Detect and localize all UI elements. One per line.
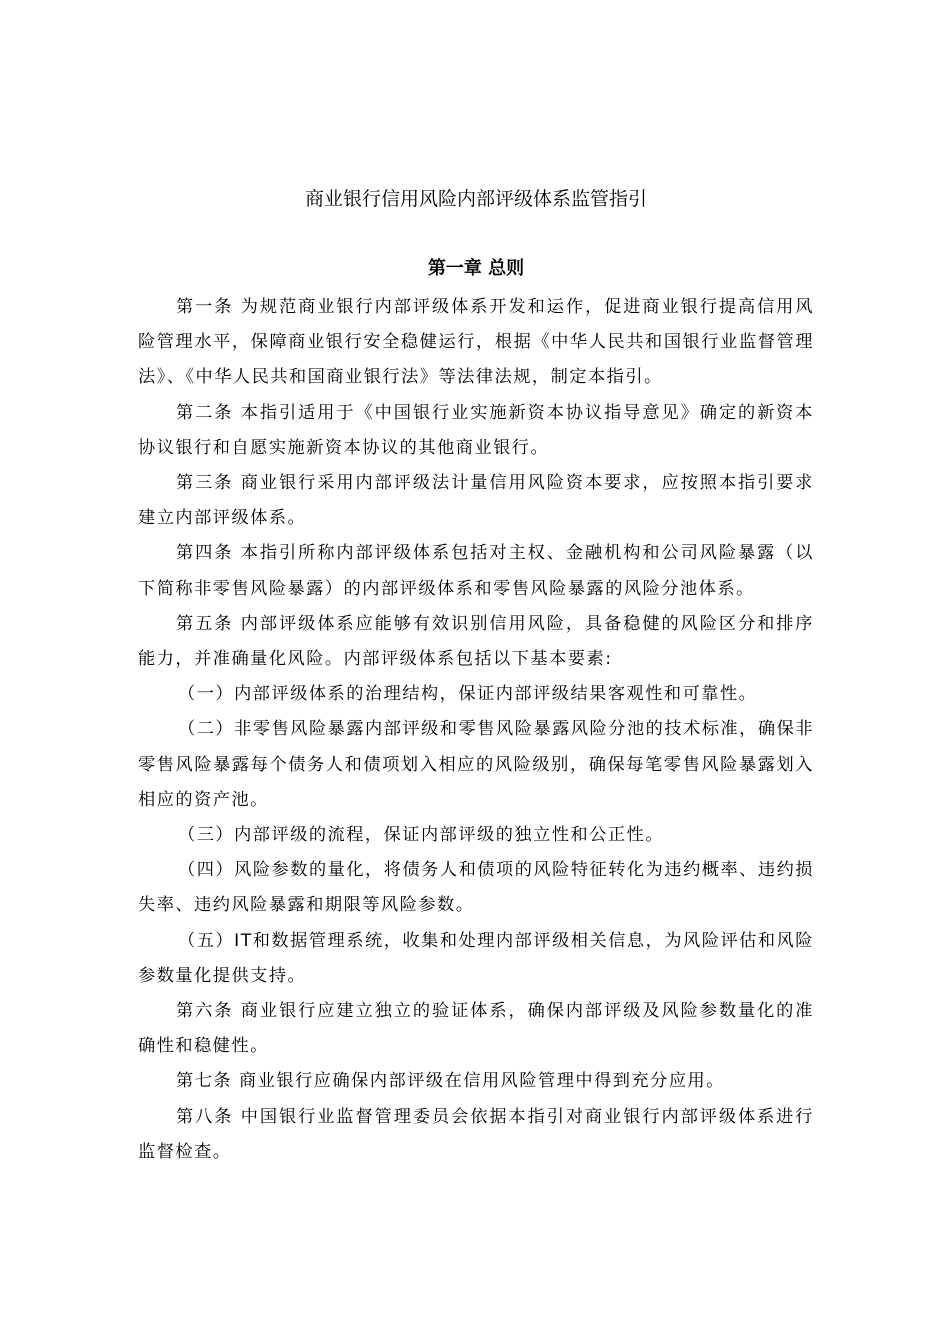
article-5-item-4: （四）风险参数的量化，将债务人和债项的风险特征转化为违约概率、违约损失率、违约风险暴露和期限等风险参数。 [138, 860, 814, 916]
document-body [138, 290, 814, 1170]
article-5-item-5: （五）IT和数据管理系统，收集和处理内部评级相关信息，为风险评估和风险参数量化提供支持。 [138, 930, 814, 986]
article-5-item-1: （一）内部评级体系的治理结构，保证内部评级结果客观性和可靠性。 [178, 684, 758, 705]
article-6: 第六条 商业银行应建立独立的验证体系，确保内部评级及风险参数量化的准确性和稳健性。 [138, 1001, 814, 1057]
chapter-heading: 第一章 总则 [427, 258, 525, 279]
article-4: 第四条 本指引所称内部评级体系包括对主权、金融机构和公司风险暴露（以下简称非零售风险暴露）的内部评级体系和零售风险暴露的风险分池体系。 [138, 543, 814, 599]
article-3: 第三条 商业银行采用内部评级法计量信用风险资本要求，应按照本指引要求建立内部评级体系。 [138, 473, 814, 529]
document-title: 商业银行信用风险内部评级体系监管指引 [304, 188, 647, 210]
article-5-item-3: （三）内部评级的流程，保证内部评级的独立性和公正性。 [178, 825, 664, 846]
article-1: 第一条 为规范商业银行内部评级体系开发和运作，促进商业银行提高信用风险管理水平，保障商业银行安全稳健运行，根据《中华人民共和国银行业监督管理法》、《中华人民共和国商业银行法》等法律法规，制定本指引。 [138, 297, 814, 388]
article-8: 第八条 中国银行业监督管理委员会依据本指引对商业银行内部评级体系进行监督检查。 [138, 1106, 814, 1162]
article-5-item-2: （二）非零售风险暴露内部评级和零售风险暴露风险分池的技术标准，确保非零售风险暴露每个债务人和债项划入相应的风险级别，确保每笔零售风险暴露划入相应的资产池。 [138, 719, 814, 810]
article-5: 第五条 内部评级体系应能够有效识别信用风险，具备稳健的风险区分和排序能力，并准确量化风险。内部评级体系包括以下基本要素: [138, 613, 814, 670]
article-2: 第二条 本指引适用于《中国银行业实施新资本协议指导意见》确定的新资本协议银行和自愿实施新资本协议的其他商业银行。 [138, 402, 814, 458]
article-7: 第七条 商业银行应确保内部评级在信用风险管理中得到充分应用。 [176, 1071, 725, 1092]
